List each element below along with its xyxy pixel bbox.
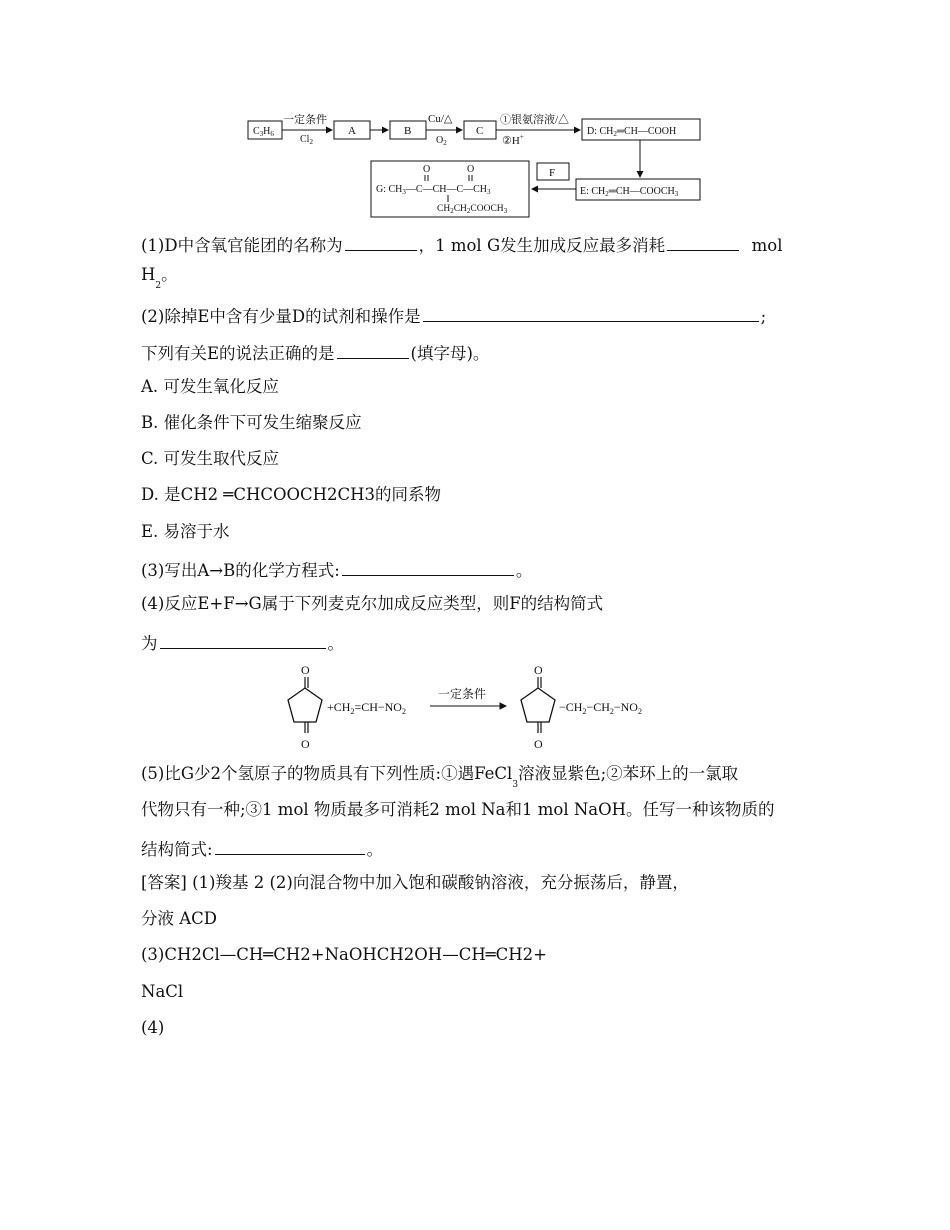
q2-text-b-end: (填字母)。 bbox=[410, 344, 490, 363]
step1-top: 一定条件 bbox=[283, 114, 327, 126]
box-b-label: B bbox=[404, 125, 412, 137]
answer-line2: 分液 ACD bbox=[141, 909, 218, 928]
question-5-line2: 代物只有一种;③1 mol 物质最多可消耗2 mol Na和1 mol NaOH。任写一种该物质的 bbox=[141, 800, 775, 819]
q1-text-b: ，1 mol G发生加成反应最多消耗 bbox=[418, 236, 666, 255]
question-5-line3 bbox=[141, 836, 383, 861]
step4-bottom: ②H+ bbox=[502, 133, 524, 147]
step3-bottom: $O_2$ bbox=[436, 135, 447, 147]
answer-line3: (3)CH2Cl—CH═CH2+NaOHCH2OH—CH═CH2+ bbox=[141, 945, 547, 964]
answer-line1: [答案] (1)羧基 2 (2)向混合物中加入饱和碳酸钠溶液，充分振荡后，静置， bbox=[141, 873, 689, 892]
q2-blank-1[interactable] bbox=[423, 303, 759, 322]
q1-unit: mol bbox=[751, 236, 783, 255]
option-e: E. 易溶于水 bbox=[141, 522, 230, 541]
c3h6-label: $C_3H_6$ bbox=[253, 126, 274, 138]
question-1-line2 bbox=[141, 264, 178, 289]
q1-blank-1[interactable] bbox=[345, 232, 417, 251]
ring1-o-bottom: O bbox=[301, 737, 310, 751]
q2-text-a-end: ; bbox=[760, 307, 767, 326]
question-5-line1 bbox=[141, 763, 738, 788]
question-4-line2 bbox=[141, 630, 344, 655]
box-d-label: D: $CH_2═CH—COOH$ bbox=[587, 126, 677, 138]
question-2-line2 bbox=[141, 340, 489, 365]
q3-end: 。 bbox=[515, 561, 533, 580]
q1-text-a: (1)D中含氧官能团的名称为 bbox=[141, 236, 343, 255]
g-carbonyl-o1: O bbox=[423, 164, 431, 175]
option-b: B. 催化条件下可发生缩聚反应 bbox=[141, 413, 362, 432]
q2-text-b: 下列有关E的说法正确的是 bbox=[141, 344, 335, 363]
q5-blank[interactable] bbox=[215, 836, 365, 855]
michael-addition-scheme bbox=[270, 660, 690, 756]
q5-text-b: 溶液显紫色;②苯环上的一氯取 bbox=[518, 764, 739, 783]
q3-blank[interactable] bbox=[342, 557, 514, 576]
option-d: D. 是CH2 ═CHCOOCH2CH3的同系物 bbox=[141, 485, 442, 504]
q4-end: 。 bbox=[327, 634, 344, 653]
q5-text-a: (5)比G少2个氢原子的物质具有下列性质:①遇FeCl bbox=[141, 764, 513, 783]
question-3 bbox=[141, 557, 532, 582]
answer-line4: NaCl bbox=[141, 982, 184, 1001]
option-a: A. 可发生氧化反应 bbox=[141, 377, 279, 396]
g-main-chain: G: $CH_3—C—CH—C—CH_3$ bbox=[376, 184, 491, 196]
box-c-label: C bbox=[476, 125, 484, 137]
q5-sub: 3 bbox=[512, 780, 519, 790]
q2-text-a: (2)除掉E中含有少量D的试剂和操作是 bbox=[141, 307, 421, 326]
ring1-o-top: O bbox=[301, 663, 310, 677]
q5-text-c: 结构简式: bbox=[141, 840, 213, 859]
g-carbonyl-o2: O bbox=[467, 164, 475, 175]
g-branch: $CH_2CH_2COOCH_3$ bbox=[437, 204, 508, 215]
box-a-label: A bbox=[348, 125, 356, 137]
box-f-label: F bbox=[549, 167, 556, 179]
q2-blank-2[interactable] bbox=[337, 340, 409, 359]
step3-top: Cu/△ bbox=[428, 113, 453, 125]
product-chain: $-CH_2-CH_2-NO_2$ bbox=[559, 700, 642, 716]
michael-arrow-label: 一定条件 bbox=[438, 687, 487, 701]
synthesis-scheme bbox=[240, 105, 720, 220]
question-1-line1 bbox=[141, 232, 783, 257]
ring2-o-bottom: O bbox=[534, 737, 543, 751]
q1-h: H bbox=[141, 265, 156, 284]
question-4-line1: (4)反应E+F→G属于下列麦克尔加成反应类型，则F的结构简式 bbox=[141, 594, 604, 613]
question-2-line1 bbox=[141, 303, 766, 328]
q1-end: 。 bbox=[161, 265, 178, 284]
cyclopentanedione-ring-2 bbox=[521, 688, 555, 722]
step1-bottom: $Cl_2$ bbox=[300, 134, 313, 146]
q4-blank[interactable] bbox=[160, 630, 326, 649]
q4-wei: 为 bbox=[141, 634, 158, 653]
answer-line5: (4) bbox=[141, 1018, 165, 1037]
q1-blank-2[interactable] bbox=[667, 232, 739, 251]
reagent-nitroethene: $+CH_2=CH-NO_2$ bbox=[327, 700, 406, 716]
cyclopentanedione-ring-1 bbox=[288, 688, 322, 722]
q1-h-sub: 2 bbox=[155, 281, 162, 291]
step4-top: ①银氨溶液/△ bbox=[500, 114, 570, 126]
ring2-o-top: O bbox=[534, 663, 543, 677]
q3-text: (3)写出A→B的化学方程式: bbox=[141, 561, 340, 580]
option-c: C. 可发生取代反应 bbox=[141, 449, 280, 468]
box-e-label: E: $CH_2═CH—COOCH_3$ bbox=[580, 186, 679, 198]
q5-end: 。 bbox=[366, 840, 384, 859]
